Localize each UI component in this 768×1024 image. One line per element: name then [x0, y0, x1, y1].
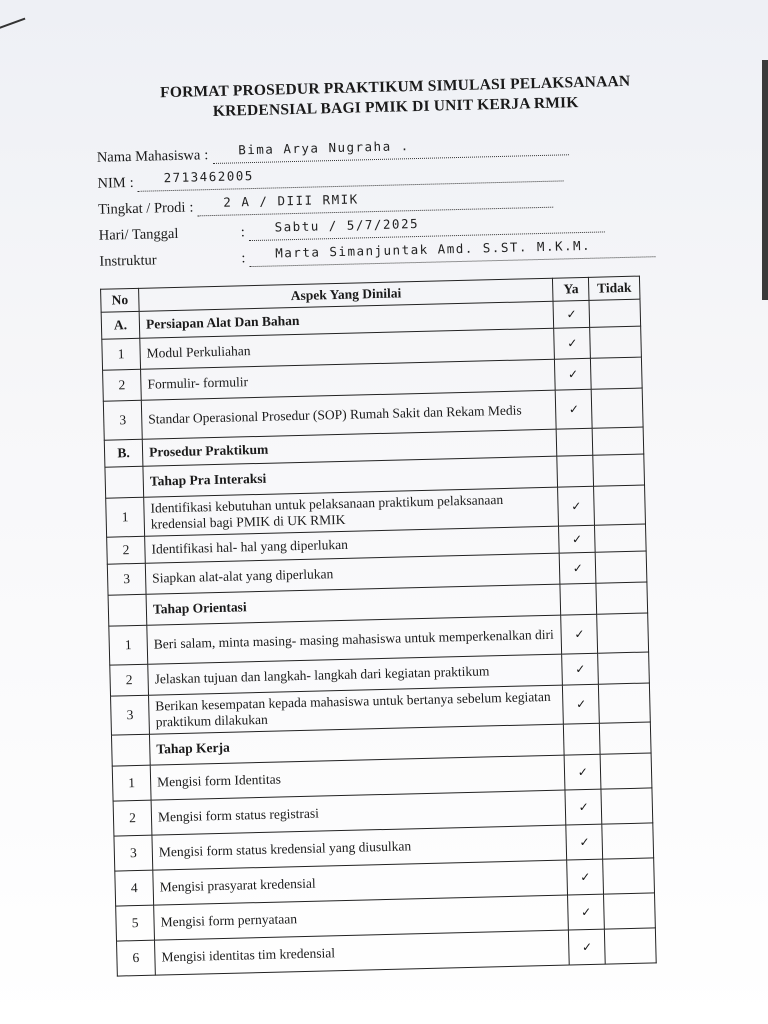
- row-no: 3: [107, 563, 146, 595]
- row-ya: [560, 583, 597, 615]
- check-mark-icon: ✓: [569, 929, 606, 965]
- row-tidak: [592, 427, 643, 455]
- header-ya: Ya: [553, 277, 589, 301]
- check-mark-icon: ✓: [561, 614, 598, 654]
- row-aspek: Standar Operasional Prosedur (SOP) Rumah Sakit dan Rekam Medis: [141, 390, 556, 439]
- row-aspek: Mengisi form status registrasi: [151, 790, 566, 835]
- title-line-2: KREDENSIAL BAGI PMIK DI UNIT KERJA RMIK: [212, 94, 579, 120]
- row-tidak: [591, 388, 643, 428]
- field-hari-value: Sabtu / 5/7/2025: [248, 211, 604, 241]
- row-aspek: Jelaskan tujuan dan langkah- langkah dari kegiatan praktikum: [148, 654, 563, 695]
- row-no: 2: [103, 369, 142, 401]
- row-no: 3: [103, 400, 142, 440]
- row-tidak: [600, 753, 652, 789]
- row-aspek: Mengisi form Identitas: [150, 755, 565, 800]
- check-mark-icon: ✓: [563, 684, 600, 724]
- row-tidak: [596, 582, 647, 614]
- row-aspek: Prosedur Praktikum: [142, 429, 557, 466]
- field-hari-label: Hari/ Tanggal: [98, 225, 179, 244]
- row-tidak: [604, 893, 656, 929]
- row-tidak: [605, 928, 657, 964]
- row-tidak: [599, 683, 651, 723]
- row-no: 1: [106, 497, 145, 537]
- row-aspek: Identifikasi kebutuhan untuk pelaksanaan praktikum pelaksanaan kredensial bagi PMIK di UK RMIK: [144, 487, 559, 536]
- field-nama-value: Bima Arya Nugraha .: [212, 134, 568, 164]
- row-no: [111, 734, 150, 766]
- check-mark-icon: ✓: [553, 300, 590, 328]
- document-title: [135, 71, 656, 124]
- row-aspek: Mengisi form pernyataan: [154, 895, 569, 940]
- check-mark-icon: ✓: [559, 525, 596, 553]
- row-tidak: [595, 524, 646, 552]
- row-tidak: [591, 357, 642, 389]
- row-aspek: Mengisi identitas tim kredensial: [155, 930, 570, 975]
- row-ya: [556, 428, 593, 456]
- field-tingkat-value: 2 A / DIII RMIK: [197, 187, 553, 217]
- check-mark-icon: ✓: [555, 358, 592, 390]
- header-aspek: Aspek Yang Dinilai: [139, 278, 554, 311]
- row-ya: [557, 455, 594, 487]
- row-tidak: [593, 454, 644, 486]
- header-no: No: [101, 288, 140, 312]
- row-aspek: Beri salam, minta masing- masing mahasiswa untuk memperkenalkan diri: [147, 615, 562, 664]
- row-tidak: [598, 652, 649, 684]
- check-mark-icon: ✓: [562, 653, 599, 685]
- row-tidak: [597, 613, 649, 653]
- field-instruktur: Instruktur : Marta Simanjuntak Amd. S.ST. M.K.M.: [99, 231, 659, 271]
- row-aspek: Tahap Pra Interaksi: [143, 456, 558, 497]
- check-mark-icon: ✓: [559, 552, 596, 584]
- row-aspek: Identifikasi hal- hal yang diperlukan: [145, 526, 560, 563]
- field-nim: NIM : 2713462005: [97, 153, 657, 193]
- row-tidak: [601, 788, 653, 824]
- row-aspek: Formulir- formulir: [141, 359, 556, 400]
- check-mark-icon: ✓: [558, 486, 595, 526]
- row-no: A.: [101, 311, 140, 339]
- check-mark-icon: ✓: [568, 894, 605, 930]
- field-nim-value: 2713462005: [137, 160, 563, 191]
- row-aspek: Siapkan alat-alat yang diperlukan: [145, 553, 560, 594]
- field-hari: Hari/ Tanggal : Sabtu / 5/7/2025: [98, 205, 658, 245]
- check-mark-icon: ✓: [556, 389, 593, 429]
- row-no: 1: [102, 338, 141, 370]
- field-instruktur-value: Marta Simanjuntak Amd. S.ST. M.K.M.: [249, 236, 655, 267]
- row-no: 3: [111, 695, 150, 735]
- row-no: 5: [116, 905, 155, 941]
- row-no: 2: [113, 800, 152, 836]
- check-mark-icon: ✓: [565, 789, 602, 825]
- row-ya: [564, 723, 601, 755]
- row-aspek: Tahap Kerja: [150, 724, 565, 765]
- row-no: [108, 594, 147, 626]
- row-tidak: [603, 858, 655, 894]
- row-aspek: Mengisi form status kredensial yang diusulkan: [152, 825, 567, 870]
- header-tidak: Tidak: [589, 276, 640, 300]
- row-aspek: Persiapan Alat Dan Bahan: [139, 301, 554, 338]
- row-tidak: [590, 326, 641, 358]
- row-no: 1: [109, 625, 148, 665]
- row-no: 1: [112, 765, 151, 801]
- field-nama-label: Nama Mahasiswa: [96, 147, 201, 166]
- field-instruktur-label: Instruktur: [99, 252, 157, 270]
- check-mark-icon: ✓: [566, 824, 603, 860]
- row-tidak: [594, 485, 646, 525]
- row-no: [105, 466, 144, 498]
- row-tidak: [589, 299, 640, 327]
- field-nim-label: NIM: [97, 175, 126, 192]
- field-tingkat-label: Tingkat / Prodi: [97, 199, 186, 218]
- row-aspek: Tahap Orientasi: [146, 584, 561, 625]
- title-line-1: FORMAT PROSEDUR PRAKTIKUM SIMULASI PELAKSANAAN: [159, 72, 631, 102]
- row-no: B.: [104, 439, 143, 467]
- row-no: 2: [107, 536, 146, 564]
- folded-corner: [0, 18, 30, 41]
- student-info: [96, 127, 659, 271]
- row-no: 6: [117, 940, 156, 976]
- row-no: 4: [115, 870, 154, 906]
- row-aspek: Berikan kesempatan kepada mahasiswa untuk bertanya sebelum kegiatan praktikum dilakukan: [149, 685, 564, 734]
- row-tidak: [600, 722, 651, 754]
- row-aspek: Mengisi prasyarat kredensial: [153, 860, 568, 905]
- row-tidak: [595, 551, 646, 583]
- assessment-form: [95, 71, 677, 976]
- assessment-table: [100, 276, 657, 977]
- field-tingkat: Tingkat / Prodi : 2 A / DIII RMIK: [98, 179, 658, 219]
- row-no: 3: [114, 835, 153, 871]
- row-aspek: Modul Perkuliahan: [140, 328, 555, 369]
- check-mark-icon: ✓: [564, 754, 601, 790]
- check-mark-icon: ✓: [554, 327, 591, 359]
- field-nama: Nama Mahasiswa : Bima Arya Nugraha .: [96, 127, 656, 167]
- row-no: 2: [110, 664, 149, 696]
- page-edge-shadow: [762, 60, 768, 300]
- row-tidak: [602, 823, 654, 859]
- check-mark-icon: ✓: [567, 859, 604, 895]
